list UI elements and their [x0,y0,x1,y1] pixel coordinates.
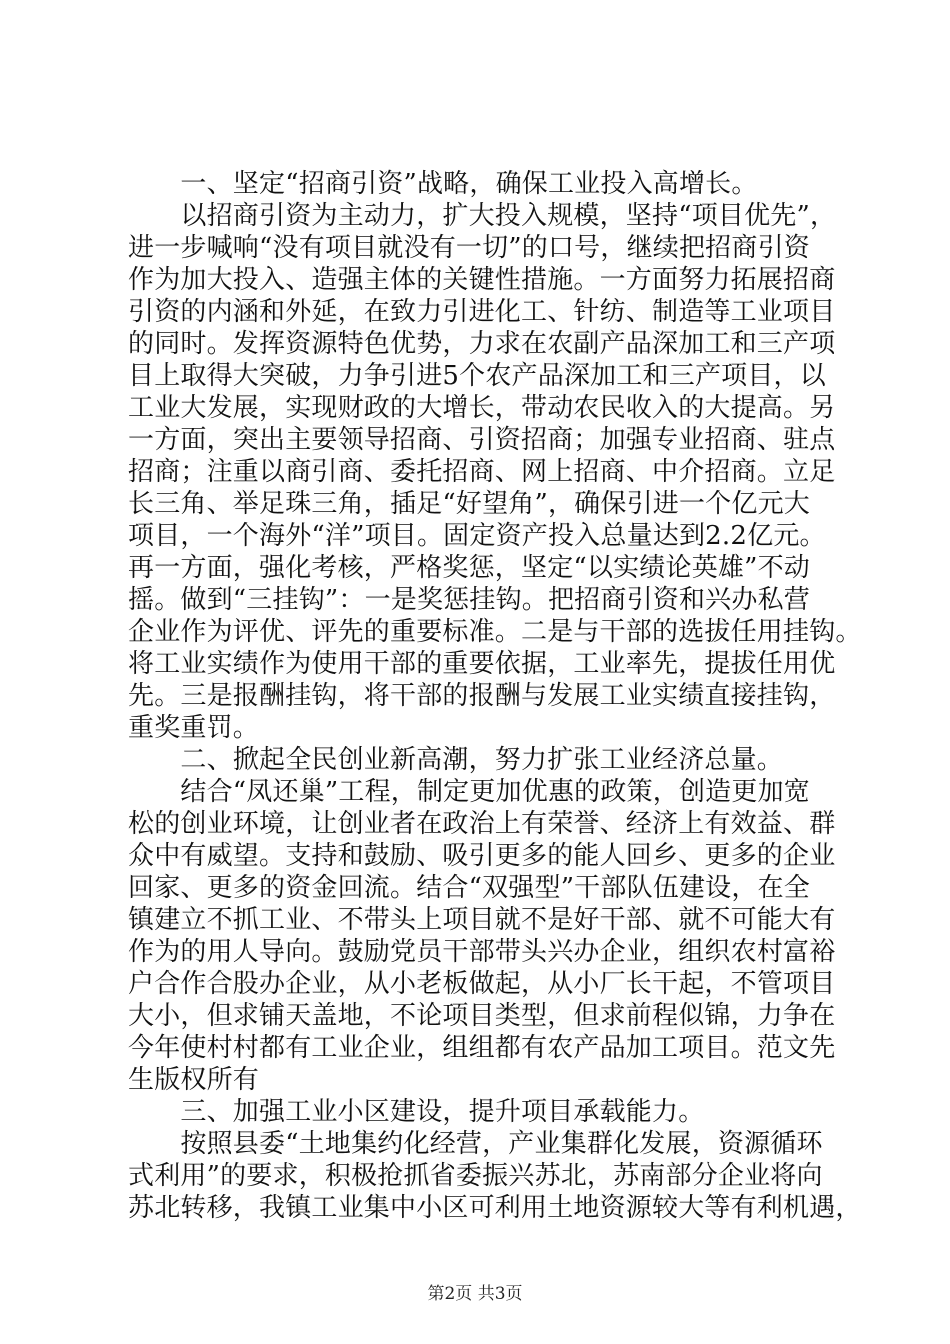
text-line: 生版权所有 [128,1065,260,1095]
text-line: 三、加强工业小区建设，提升项目承载能力。 [128,1097,705,1127]
text-line: 引资的内涵和外延，在致力引进化工、针纺、制造等工业项目 [128,297,836,327]
text-line: 大小，但求铺天盖地，不论项目类型，但求前程似锦，力争在 [128,1001,836,1031]
text-line: 招商；注重以商引商、委托招商、网上招商、中介招商。立足 [128,457,836,487]
text-line: 式利用”的要求，积极抢抓省委振兴苏北，苏南部分企业将向 [128,1161,823,1191]
text-line: 苏北转移，我镇工业集中小区可利用土地资源较大等有利机遇， [128,1193,862,1223]
text-line: 户合作合股办企业，从小老板做起，从小厂长干起，不管项目 [128,969,836,999]
text-line: 项目，一个海外“洋”项目。固定资产投入总量达到2.2亿元。 [128,521,826,551]
text-line: 今年使村村都有工业企业，组组都有农产品加工项目。范文先 [128,1033,836,1063]
text-line: 重奖重罚。 [128,713,260,743]
text-line: 长三角、举足珠三角，插足“好望角”，确保引进一个亿元大 [128,489,810,519]
text-line: 企业作为评优、评先的重要标准。二是与干部的选拔任用挂钩。 [128,617,862,647]
text-line: 松的创业环境，让创业者在政治上有荣誉、经济上有效益、群 [128,809,836,839]
text-line: 以招商引资为主动力，扩大投入规模，坚持“项目优先”， [128,201,837,231]
text-line: 再一方面，强化考核，严格奖惩，坚定“以实绩论英雄”不动 [128,553,810,583]
text-line: 按照县委“土地集约化经营，产业集群化发展，资源循环 [128,1129,823,1159]
text-line: 一、坚定“招商引资”战略，确保工业投入高增长。 [128,169,758,199]
text-line: 进一步喊响“没有项目就没有一切”的口号，继续把招商引资 [128,233,810,263]
text-line: 一方面，突出主要领导招商、引资招商；加强专业招商、驻点 [128,425,836,455]
text-line: 作为的用人导向。鼓励党员干部带头兴办企业，组织农村富裕 [128,937,836,967]
text-line: 摇。做到“三挂钩”：一是奖惩挂钩。把招商引资和兴办私营 [128,585,810,615]
document-body [128,168,862,1224]
text-line: 工业大发展，实现财政的大增长，带动农民收入的大提高。另 [128,393,836,423]
text-line: 二、掀起全民创业新高潮，努力扩张工业经济总量。 [128,745,784,775]
text-line: 的同时。发挥资源特色优势，力求在农副产品深加工和三产项 [128,329,836,359]
text-line: 目上取得大突破，力争引进5个农产品深加工和三产项目，以 [128,361,826,391]
text-line: 镇建立不抓工业、不带头上项目就不是好干部、就不可能大有 [128,905,836,935]
text-line: 将工业实绩作为使用干部的重要依据，工业率先，提拔任用优 [128,649,836,679]
text-line: 回家、更多的资金回流。结合“双强型”干部队伍建设，在全 [128,873,810,903]
text-line: 先。三是报酬挂钩，将干部的报酬与发展工业实绩直接挂钩， [128,681,836,711]
page-footer: 第2页 共3页 [427,1284,523,1304]
text-line: 众中有威望。支持和鼓励、吸引更多的能人回乡、更多的企业 [128,841,836,871]
text-line: 结合“凤还巢”工程，制定更加优惠的政策，创造更加宽 [128,777,810,807]
text-line: 作为加大投入、造强主体的关键性措施。一方面努力拓展招商 [128,265,836,295]
